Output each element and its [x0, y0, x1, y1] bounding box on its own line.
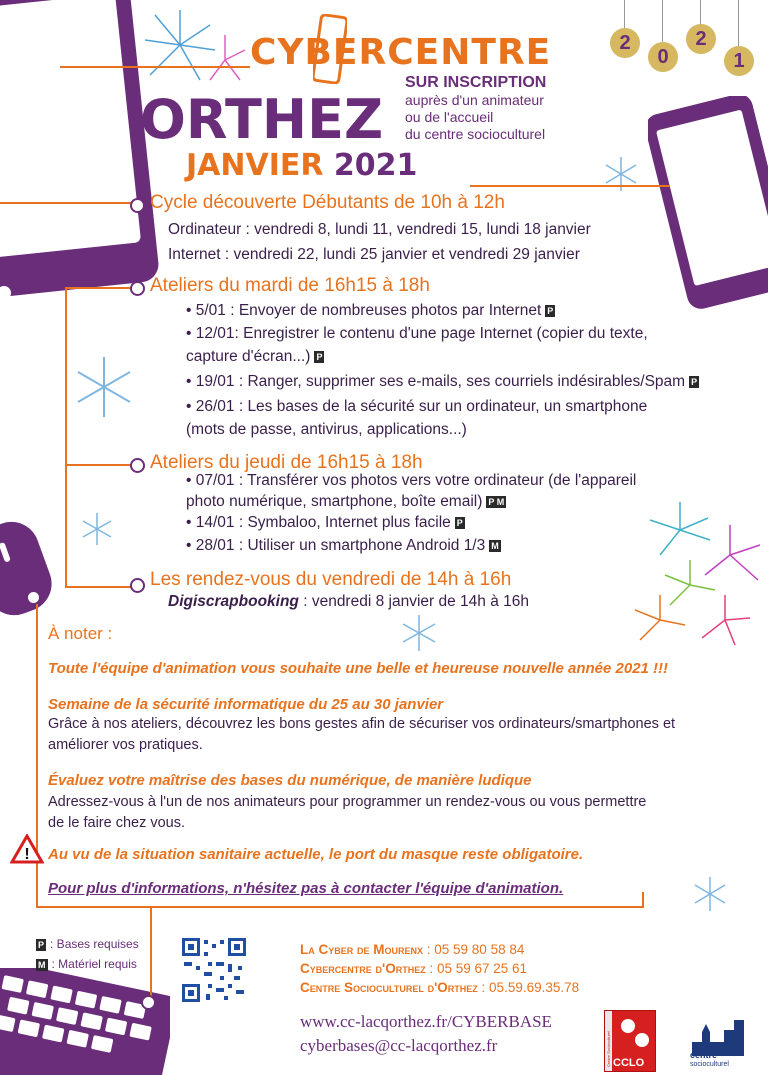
timeline-dot: [130, 458, 145, 473]
contact-mourenx: [300, 942, 524, 957]
timeline-dot: [130, 281, 145, 296]
workshop-item: [186, 514, 465, 532]
cclo-logo: [604, 1010, 656, 1072]
workshop-item: • 12/01: Enregistrer le contenu d'une page Internet (copier du texte,: [186, 325, 648, 342]
info-contact: Pour plus d'informations, n'hésitez pas à contacter l'équipe d'animation.: [48, 880, 564, 897]
event-name: Digiscrapbooking: [168, 593, 299, 610]
contact-label: Cybercentre d'Orthez: [300, 961, 426, 976]
tablet-right-decoration: [648, 96, 768, 316]
section-title-jeudi: Ateliers du jeudi de 16h15 à 18h: [150, 452, 423, 473]
snowflake-icon: [400, 614, 438, 652]
badge-p: P: [691, 376, 698, 387]
contact-phone[interactable]: : 05 59 67 25 61: [425, 961, 528, 976]
workshop-item: [186, 537, 501, 555]
month-label: JANVIER: [186, 148, 324, 183]
schedule-line: Ordinateur : vendredi 8, lundi 11, vendredi 15, lundi 18 janvier: [168, 221, 591, 238]
timeline-line: [470, 185, 670, 187]
centre-logo-subtext: socioculturel: [690, 1061, 729, 1068]
security-week-heading: Semaine de la sécurité informatique du 25 au 30 janvier: [48, 696, 444, 713]
snowflake-icon: [72, 355, 136, 419]
workshop-item: • 26/01 : Les bases de la sécurité sur un ordinateur, un smartphone: [186, 398, 648, 415]
timeline-line: [65, 287, 135, 289]
timeline-line: [65, 287, 67, 587]
workshop-item: (mots de passe, antivirus, applications...): [186, 421, 467, 438]
evaluation-text: de le faire chez vous.: [48, 815, 186, 831]
badge-m: M: [491, 540, 499, 551]
workshop-text: capture d'écran...): [186, 348, 311, 365]
timeline-dot: [130, 198, 145, 213]
fireworks-right-decoration: [630, 500, 768, 650]
registration-line: ou de l'accueil: [405, 109, 494, 125]
tablet-left-decoration: [0, 0, 160, 300]
registration-line: auprès d'un animateur: [405, 92, 544, 108]
fireworks-top-decoration: [140, 5, 250, 95]
security-week-text: améliorer vos pratiques.: [48, 737, 203, 753]
timeline-line: [65, 464, 135, 466]
workshop-text: photo numérique, smartphone, boîte email): [186, 493, 483, 510]
mouse-decoration: [0, 518, 52, 618]
cclo-logo-side-text: Centre Socioculturel: [606, 1030, 611, 1067]
event-time: : vendredi 8 janvier de 14h à 16h: [298, 593, 529, 610]
workshop-item: [186, 302, 555, 320]
registration-line: du centre socioculturel: [405, 126, 546, 142]
event-line: [168, 593, 529, 611]
section-title-mardi: Ateliers du mardi de 16h15 à 18h: [150, 275, 430, 296]
badge-p: P: [316, 351, 323, 362]
mask-warning: Au vu de la situation sanitaire actuelle, le port du masque reste obligatoire.: [48, 846, 584, 863]
badge-m: M: [38, 959, 46, 970]
workshop-text: • 5/01 : Envoyer de nombreuses photos par Internet: [186, 302, 542, 319]
email-link[interactable]: cyberbases@cc-lacqorthez.fr: [300, 1036, 498, 1055]
registration-note: SUR INSCRIPTION: [405, 74, 547, 91]
badge-pm: P M: [488, 496, 505, 507]
city-title: ORTHEZ: [140, 88, 384, 151]
timeline-line: [36, 906, 644, 908]
ornament-ball: 0: [648, 42, 678, 72]
workshop-item: [186, 373, 699, 391]
month-title: [186, 148, 417, 183]
website-link[interactable]: www.cc-lacqorthez.fr/CYBERBASE: [300, 1012, 552, 1031]
timeline-line: [150, 906, 152, 1006]
section-title-debutants: Cycle découverte Débutants de 10h à 12h: [150, 192, 505, 213]
timeline-line: [65, 586, 135, 588]
contact-label: Centre Socioculturel d'Orthez: [300, 980, 478, 995]
legend-bases: [36, 937, 139, 951]
timeline-line: [642, 892, 644, 908]
warning-icon: [10, 834, 44, 864]
snowflake-icon: [80, 512, 114, 546]
legend-text: : Bases requises: [50, 937, 139, 951]
year-label: 2021: [333, 148, 418, 183]
cclo-logo-text: CCLO: [613, 1057, 645, 1069]
timeline-line: [60, 66, 250, 68]
year-ornaments-decoration: [620, 0, 768, 90]
contact-phone[interactable]: : 05.59.69.35.78: [477, 980, 580, 995]
badge-p: P: [547, 305, 554, 316]
centre-logo-text: centre: [690, 1050, 718, 1060]
security-week-text: Grâce à nos ateliers, découvrez les bons gestes afin de sécuriser vos ordinateurs/smartphones et: [48, 716, 676, 732]
evaluation-heading: Évaluez votre maîtrise des bases du numérique, de manière ludique: [48, 772, 532, 789]
workshop-item: [186, 348, 324, 366]
evaluation-text: Adressez-vous à l'un de nos animateurs pour programmer un rendez-vous ou vous permettre: [48, 794, 647, 810]
contact-phone[interactable]: : 05 59 80 58 84: [423, 942, 525, 957]
workshop-text: • 14/01 : Symbaloo, Internet plus facile: [186, 514, 451, 531]
timeline-dot: [130, 578, 145, 593]
legend-materiel: [36, 957, 137, 971]
workshop-item: • 07/01 : Transférer vos photos vers votre ordinateur (de l'appareil: [186, 472, 637, 489]
schedule-line: Internet : vendredi 22, lundi 25 janvier et vendredi 29 janvier: [168, 246, 580, 263]
notes-heading: À noter :: [48, 624, 113, 643]
legend-text: : Matériel requis: [51, 957, 137, 971]
contact-centre-socioculturel: [300, 980, 579, 995]
new-year-wish: Toute l'équipe d'animation vous souhaite une belle et heureuse nouvelle année 2021 !!!: [48, 660, 669, 677]
contact-label: La Cyber de Mourenx: [300, 942, 424, 957]
keyboard-decoration: [0, 968, 170, 1075]
badge-p: P: [38, 939, 45, 950]
timeline-dot: [26, 590, 41, 605]
qr-code[interactable]: [180, 936, 248, 1004]
timeline-dot: [141, 995, 156, 1010]
ornament-ball: 2: [686, 24, 716, 54]
ornament-ball: 2: [610, 28, 640, 58]
section-title-vendredi: Les rendez-vous du vendredi de 14h à 16h: [150, 569, 512, 590]
contact-cybercentre: [300, 961, 527, 976]
workshop-text: • 28/01 : Utiliser un smartphone Android 1/3: [186, 537, 486, 554]
workshop-text: • 19/01 : Ranger, supprimer ses e-mails, ses courriels indésirables/Spam: [186, 373, 686, 390]
svg-text:!: !: [24, 846, 30, 863]
phone-icon: [313, 14, 347, 84]
timeline-line: [0, 202, 135, 204]
badge-p: P: [456, 517, 463, 528]
snowflake-icon: [692, 876, 728, 912]
brand-title: CYBERCENTRE: [250, 32, 552, 73]
workshop-item: [186, 493, 506, 511]
ornament-ball: 1: [724, 46, 754, 76]
